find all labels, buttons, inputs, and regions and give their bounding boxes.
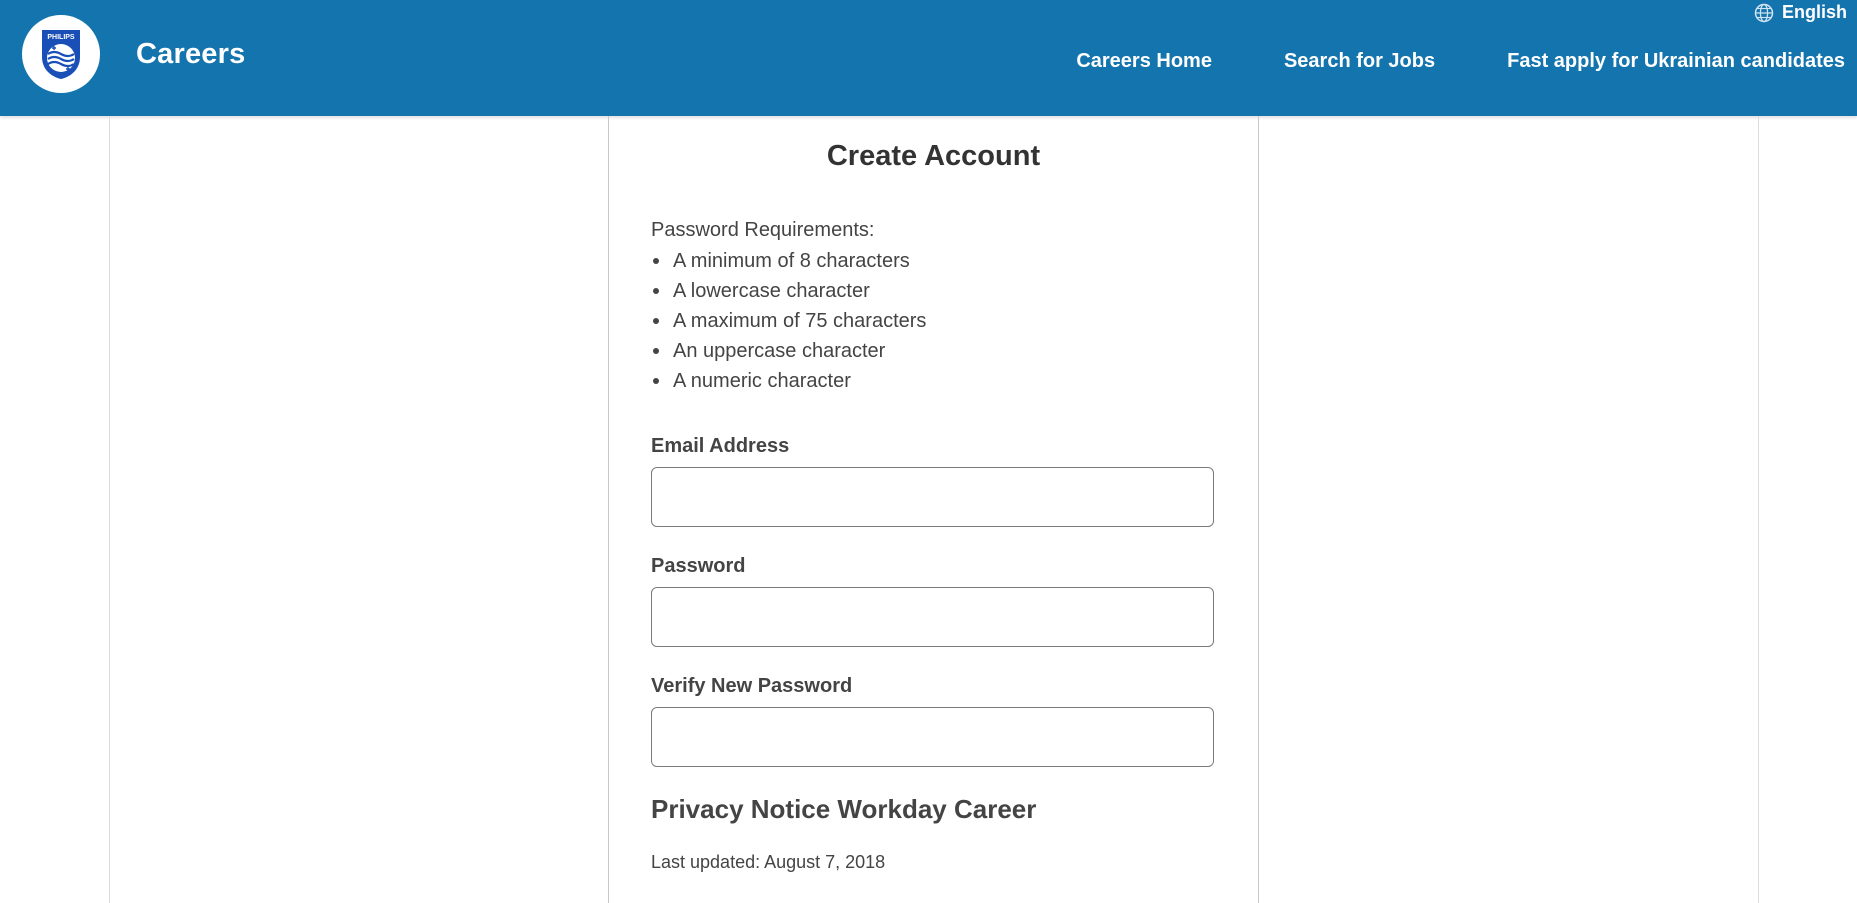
password-label: Password (651, 555, 746, 577)
page-title: Create Account (826, 140, 1041, 172)
nav-careers-home[interactable]: Careers Home (1076, 50, 1212, 72)
list-item: An uppercase character (651, 336, 926, 366)
nav-fast-apply-ukrainian[interactable]: Fast apply for Ukrainian candidates (1507, 50, 1845, 72)
verify-password-label: Verify New Password (651, 675, 853, 697)
privacy-notice-heading: Privacy Notice Workday Career (651, 794, 1037, 824)
bullet-icon (653, 258, 659, 264)
bullet-icon (653, 288, 659, 294)
verify-password-field[interactable] (651, 707, 1214, 767)
password-requirements-heading: Password Requirements: (651, 219, 875, 241)
site-header (0, 0, 1857, 116)
email-label: Email Address (651, 435, 790, 457)
right-column-divider (1758, 116, 1759, 903)
brand-title[interactable]: Careers (136, 38, 246, 70)
nav-search-for-jobs[interactable]: Search for Jobs (1283, 50, 1436, 72)
philips-logo-icon[interactable] (22, 15, 100, 93)
list-item: A numeric character (651, 366, 926, 396)
email-field[interactable] (651, 467, 1214, 527)
left-column-divider (109, 116, 110, 903)
globe-icon (1754, 3, 1774, 23)
language-selector[interactable] (1754, 2, 1847, 23)
bullet-icon (653, 378, 659, 384)
list-item: A maximum of 75 characters (651, 306, 926, 336)
bullet-icon (653, 318, 659, 324)
last-updated-text: Last updated: August 7, 2018 (651, 852, 886, 872)
language-label: English (1781, 2, 1847, 22)
main-nav (1076, 50, 1845, 73)
password-requirements-list (651, 246, 926, 396)
bullet-icon (653, 348, 659, 354)
svg-text:PHILIPS: PHILIPS (47, 34, 75, 41)
password-field[interactable] (651, 587, 1214, 647)
list-item: A lowercase character (651, 276, 926, 306)
list-item: A minimum of 8 characters (651, 246, 926, 276)
